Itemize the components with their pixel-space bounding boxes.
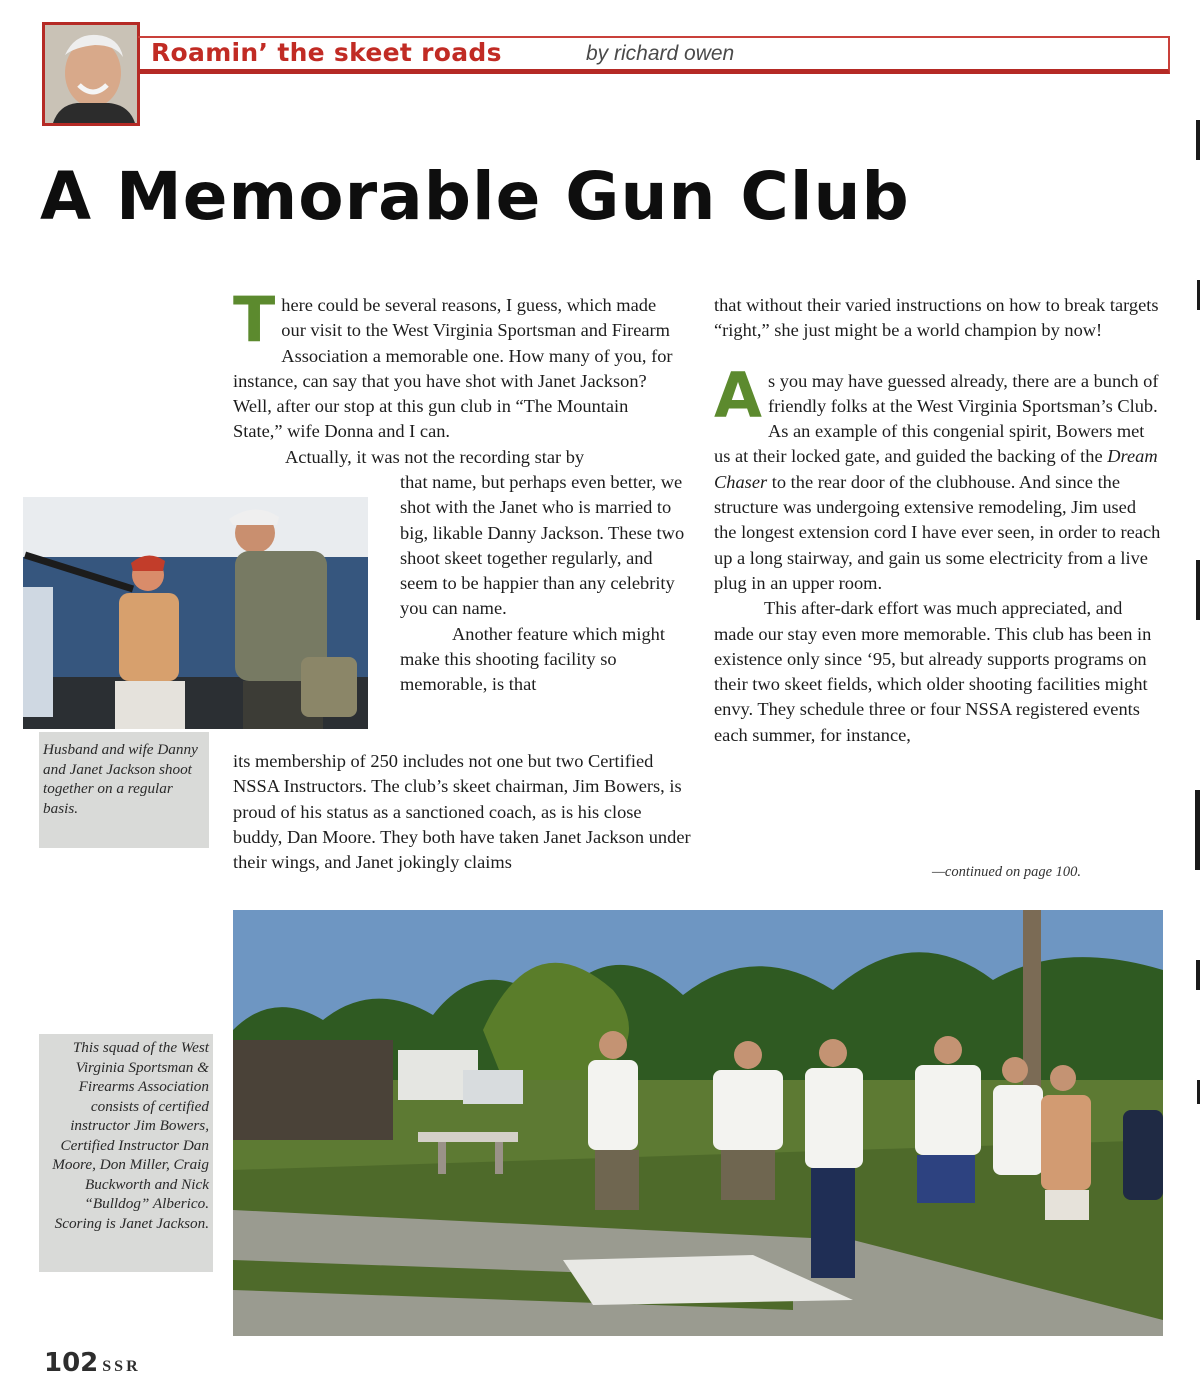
- drop-cap: T: [233, 283, 276, 356]
- article-column-1-middle: [400, 470, 685, 698]
- article-column-1-bottom: [233, 749, 691, 875]
- paragraph-text: Actually, it was not the recording star by: [285, 446, 585, 467]
- article-paragraph: This after-dark effort was much appreciated, and made our stay even more memorable. This club has been in existence only since ‘95, but already supports programs on their two skeet fields, which older shooting facilities might envy. They schedule three or four NSSA registered events each summer, for instance,: [714, 598, 1152, 745]
- paragraph-text: to the rear door of the clubhouse. And since the structure was undergoing extensive remodeling, Jim used the longest extension cord I have ever seen, in order to reach up a long stairway, and gain us some electricity from a live plug in an upper room.: [714, 471, 1161, 593]
- scan-edge-marks: [1186, 0, 1200, 1397]
- article-paragraph: that without their varied instructions on how to break targets “right,” she just might be a world champion by now!: [714, 295, 1159, 341]
- headline: A Memorable Gun Club: [40, 158, 910, 235]
- article-paragraph: its membership of 250 includes not one but two Certified NSSA Instructors. The club’s skeet chairman, Jim Bowers, is proud of his status as a sanctioned coach, as is his close buddy, Dan Moore. They both have taken Janet Jackson under their wings, and Janet jokingly claims: [233, 751, 691, 873]
- article-column-2: [714, 293, 1162, 748]
- article-paragraph: [714, 358, 1162, 597]
- article-column-1-top: [233, 283, 681, 470]
- paragraph-text: s you may have guessed already, there are a bunch of friendly folks at the West Virginia Sportsman’s Club. As an example of this congenial spirit, Bowers met us at their locked gate, and guided the backing of the: [714, 370, 1159, 467]
- photo-club-squad: [233, 910, 1163, 1336]
- article-paragraph: [233, 283, 681, 445]
- continued-note: —continued on page 100.: [932, 864, 1082, 880]
- article-paragraph: that name, but perhaps even better, we shot with the Janet who is married to big, likable Danny Jackson. These two shoot skeet together regularly, and seem to be happier than any celebrity you can name.: [400, 472, 685, 619]
- magazine-code: SSR: [102, 1358, 141, 1375]
- drop-cap: A: [714, 358, 762, 432]
- photo-caption: Husband and wife Danny and Janet Jackson shoot together on a regular basis.: [39, 732, 209, 848]
- page-number: 102: [44, 1348, 99, 1378]
- photo-jacksons-shooting: [23, 497, 368, 729]
- boat-name: Dream Chaser: [714, 446, 1158, 492]
- page-folio: [44, 1348, 141, 1378]
- article-paragraph: Another feature which might make this shooting facility so memorable, is that: [400, 623, 665, 695]
- byline: by richard owen: [586, 42, 735, 65]
- author-portrait: [42, 22, 140, 126]
- article-paragraph: [233, 445, 681, 470]
- paragraph-text: here could be several reasons, I guess, which made our visit to the West Virginia Sportsman and Firearm Association a memorable one. How many of you, for instance, can say that you have shot with Janet Jackson? Well, after our stop at this gun club in “The Mountain State,” wife Donna and I can.: [233, 295, 673, 442]
- photo-caption: This squad of the West Virginia Sportsman & Firearms Association consists of certified instructor Jim Bowers, Certified Instructor Dan Moore, Don Miller, Craig Buckworth and Nick “Bulldog” Alberico. Scoring is Janet Jackson.: [39, 1034, 213, 1272]
- column-name: Roamin’ the skeet roads: [151, 38, 502, 67]
